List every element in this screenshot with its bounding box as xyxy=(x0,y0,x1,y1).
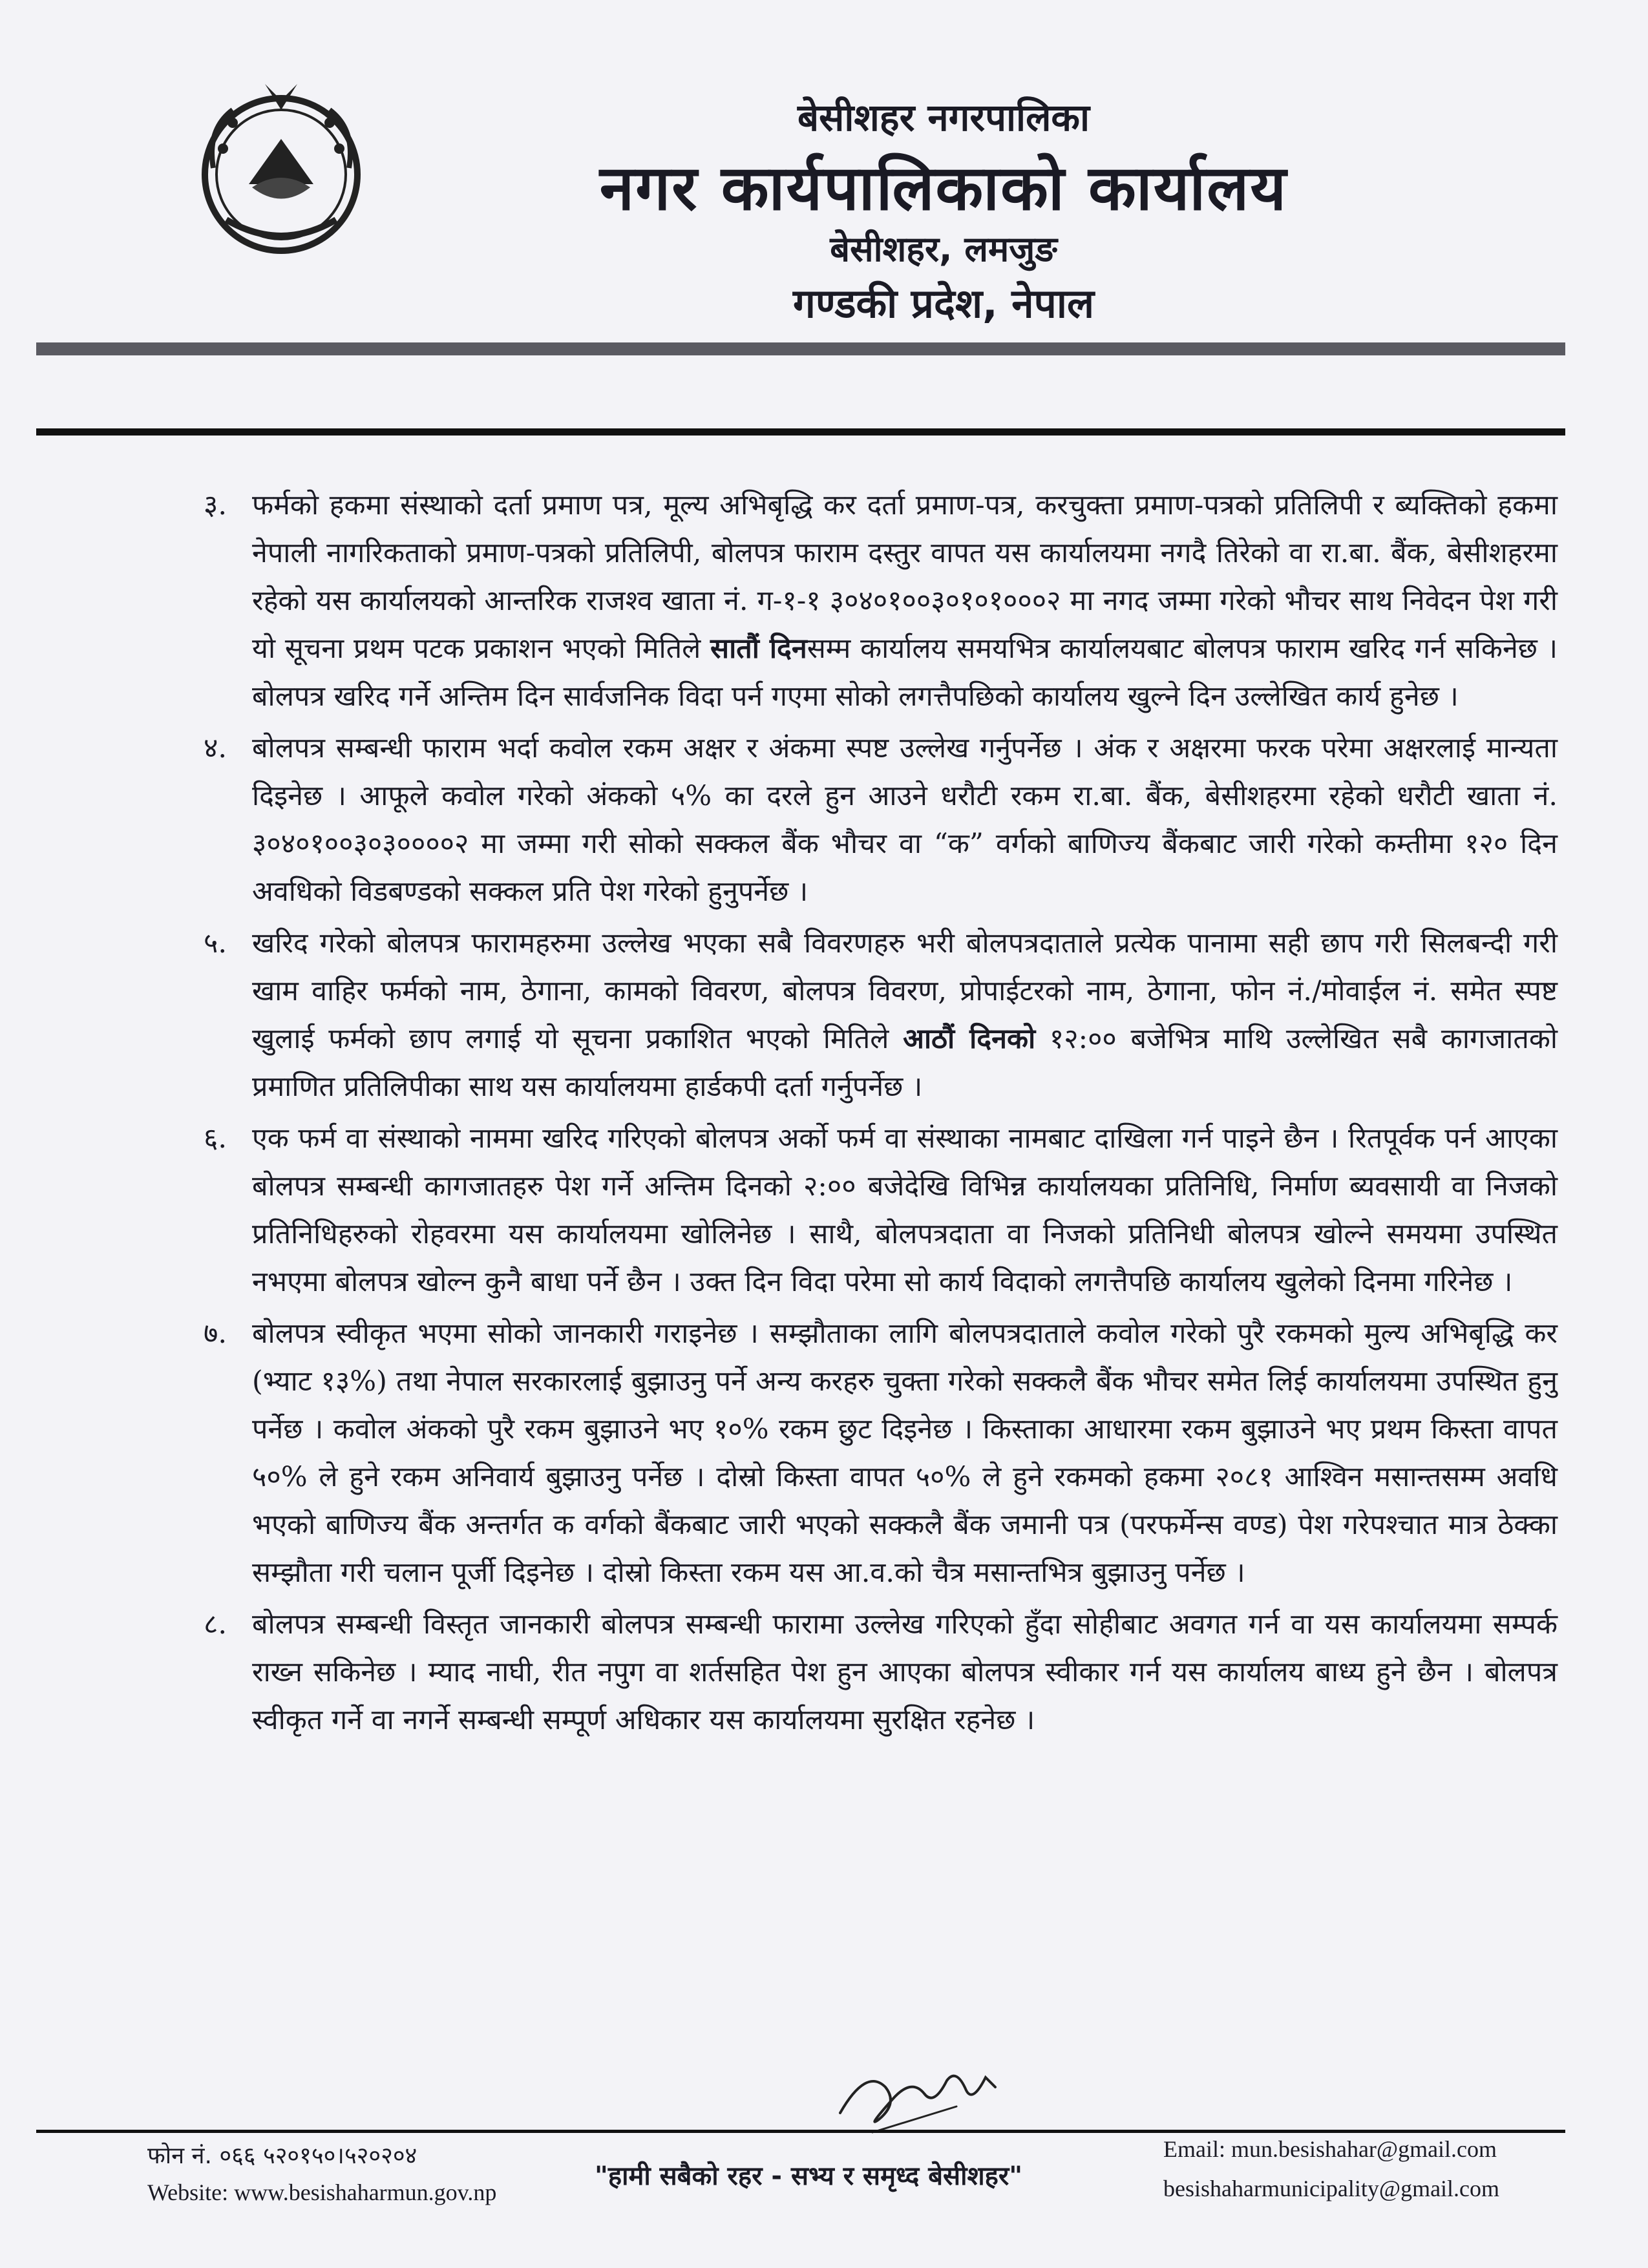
clause-number: ४. xyxy=(204,732,227,764)
clause-emphasis: आठौं दिनको xyxy=(903,1023,1036,1055)
clause-number: ७. xyxy=(204,1318,227,1350)
clause-text xyxy=(252,1310,1558,1597)
clause-5 xyxy=(194,919,1558,1111)
clause-number: ३. xyxy=(204,489,227,521)
footer-phone: फोन नं. ०६६ ५२०१५०।५२०२०४ xyxy=(147,2143,417,2169)
clause-text-part: फर्मको हकमा संस्थाको दर्ता प्रमाण पत्र, मूल्य अभिबृद्धि कर दर्ता प्रमाण-पत्र, करचुक्ता प्रमाण-पत्रको प्रतिलिपी र ब्यक्तिको हकमा नेपाली नागरिकताको प्रमाण-पत्रको प्रतिलिपी, बोलपत्र फाराम दस्तुर वापत यस कार्यालयमा नगदै तिरेको वा रा.बा. बैंक, बेसीशहरमा रहेको यस कार्यालयको आन्तरिक राजश्व खाता नं. ग-१-१ ३०४०१००३०१०१०००२ मा नगद जम्मा गरेको भौचर साथ निवेदन पेश गरी यो सूचना प्रथम पटक प्रकाशन भएको मितिले xyxy=(252,489,1558,665)
clause-4 xyxy=(194,724,1558,916)
footer-email-primary: Email: mun.besishahar@gmail.com xyxy=(1163,2136,1497,2162)
footer-email-secondary: besishaharmunicipality@gmail.com xyxy=(1163,2176,1500,2201)
footer-website: Website: www.besishaharmun.gov.np xyxy=(147,2179,497,2205)
clause-7 xyxy=(194,1310,1558,1597)
header-divider-thick xyxy=(36,342,1565,355)
clause-text-part: खरिद गरेको बोलपत्र फारामहरुमा उल्लेख भएका सबै विवरणहरु भरी बोलपत्रदाताले प्रत्येक पानामा सही छाप गरी सिलबन्दी गरी खाम वाहिर फर्मको नाम, ठेगाना, कामको विवरण, बोलपत्र विवरण, प्रोपाईटरको नाम, ठेगाना, फोन नं./मोवाईल नं. समेत स्पष्ट खुलाई फर्मको छाप लगाई यो सूचना प्रकाशित भएको मितिले xyxy=(252,927,1558,1055)
clause-text xyxy=(252,481,1558,720)
municipality-name: बेसीशहर नगरपालिका xyxy=(798,96,1090,140)
clause-text xyxy=(252,1601,1558,1744)
province-country: गण्डकी प्रदेश, नेपाल xyxy=(792,280,1094,327)
clause-text-part: बोलपत्र स्वीकृत भएमा सोको जानकारी गराइनेछ । सम्झौताका लागि बोलपत्रदाताले कवोल गरेको पुरै रकमको मुल्य अभिबृद्धि कर (भ्याट १३%) तथा नेपाल सरकारलाई बुझाउनु पर्ने अन्य करहरु चुक्ता गरेको सक्कलै बैंक भौचर समेत लिई कार्यालयमा उपस्थित हुनु पर्नेछ । कवोल अंकको पुरै रकम बुझाउने भए १०% रकम छुट दिइनेछ । किस्ताका आधारमा रकम बुझाउने भए प्रथम किस्ता वापत ५०% ले हुने रकम अनिवार्य बुझाउनु पर्नेछ । दोस्रो किस्ता वापत ५०% ले हुने रकमको हकमा २०८१ आश्विन मसान्तसम्म अवधि भएको बाणिज्य बैंक अन्तर्गत क वर्गको बैंकबाट जारी भएको सक्कलै बैंक जमानी पत्र (परफर्मेन्स वण्ड) पेश गरेपश्चात मात्र ठेक्का सम्झौता गरी चलान पूर्जी दिइनेछ । दोस्रो किस्ता रकम यस आ.व.को चैत्र मसान्तभित्र बुझाउनु पर्नेछ । xyxy=(252,1318,1558,1589)
header-divider-thin xyxy=(36,428,1565,436)
clause-6 xyxy=(194,1115,1558,1306)
clause-8 xyxy=(194,1601,1558,1744)
signature-mark xyxy=(827,2042,1008,2139)
notice-clauses xyxy=(194,481,1558,1748)
clause-number: ५. xyxy=(204,927,227,960)
office-title: नगर कार्यपालिकाको कार्यालय xyxy=(599,152,1288,224)
clause-text xyxy=(252,724,1558,916)
clause-3 xyxy=(194,481,1558,720)
clause-text-part: बोलपत्र सम्बन्धी विस्तृत जानकारी बोलपत्र सम्बन्धी फारामा उल्लेख गरिएको हुँदा सोहीबाट अवगत गर्न वा यस कार्यालयमा सम्पर्क राख्न सकिनेछ । म्याद नाघी, रीत नपुग वा शर्तसहित पेश हुन आएका बोलपत्र स्वीकार गर्न यस कार्यालय बाध्य हुने छैन । बोलपत्र स्वीकृत गर्ने वा नगर्ने सम्बन्धी सम्पूर्ण अधिकार यस कार्यालयमा सुरक्षित रहनेछ । xyxy=(252,1608,1558,1736)
clause-number: ८. xyxy=(204,1608,227,1641)
office-location: बेसीशहर, लमजुङ xyxy=(830,229,1057,269)
footer-slogan: "हामी सबैको रहर - सभ्य र समृध्द बेसीशहर" xyxy=(595,2161,1023,2191)
clause-text xyxy=(252,1115,1558,1306)
clause-text-part: एक फर्म वा संस्थाको नाममा खरिद गरिएको बोलपत्र अर्को फर्म वा संस्थाका नामबाट दाखिला गर्न पाइने छैन । रितपूर्वक पर्न आएका बोलपत्र सम्बन्धी कागजातहरु पेश गर्ने अन्तिम दिनको २:०० बजेदेखि विभिन्न कार्यालयका प्रतिनिधि, निर्माण ब्यवसायी वा निजको प्रतिनिधिहरुको रोहवरमा यस कार्यालयमा खोलिनेछ । साथै, बोलपत्रदाता वा निजको प्रतिनिधी बोलपत्र खोल्ने समयमा उपस्थित नभएमा बोलपत्र खोल्न कुनै बाधा पर्ने छैन । उक्त दिन विदा परेमा सो कार्य विदाको लगत्तैपछि कार्यालय खुलेको दिनमा गरिनेछ । xyxy=(252,1122,1558,1298)
clause-text xyxy=(252,919,1558,1111)
clause-number: ६. xyxy=(204,1122,227,1155)
clause-emphasis: सातौं दिन xyxy=(710,633,807,665)
footer-divider xyxy=(36,2130,1565,2133)
clause-text-part: सम्म कार्यालय समयभित्र कार्यालयबाट बोलपत्र फाराम खरिद गर्न सकिनेछ । बोलपत्र खरिद गर्ने अन्तिम दिन सार्वजनिक विदा पर्न गएमा सोको लगत्तैपछिको कार्यालय खुल्ने दिन उल्लेखित कार्य हुनेछ । xyxy=(252,633,1558,713)
clause-text-part: बोलपत्र सम्बन्धी फाराम भर्दा कवोल रकम अक्षर र अंकमा स्पष्ट उल्लेख गर्नुपर्नेछ । अंक र अक्षरमा फरक परेमा अक्षरलाई मान्यता दिइनेछ । आफूले कवोल गरेको अंकको ५% का दरले हुन आउने धरौटी रकम रा.बा. बैंक, बेसीशहरमा रहेको धरौटी खाता नं. ३०४०१००३०३००००२ मा जम्मा गरी सोको सक्कल बैंक भौचर वा “क” वर्गको बाणिज्य बैंकबाट जारी गरेको कम्तीमा १२० दिन अवधिको विडबण्डको सक्कल प्रति पेश गरेको हुनुपर्नेछ । xyxy=(252,732,1558,908)
government-emblem-icon xyxy=(187,71,375,265)
clause-text-part: १२:०० बजेभित्र माथि उल्लेखित सबै कागजातको प्रमाणित प्रतिलिपीका साथ यस कार्यालयमा हार्डकपी दर्ता गर्नुपर्नेछ । xyxy=(252,1023,1558,1103)
